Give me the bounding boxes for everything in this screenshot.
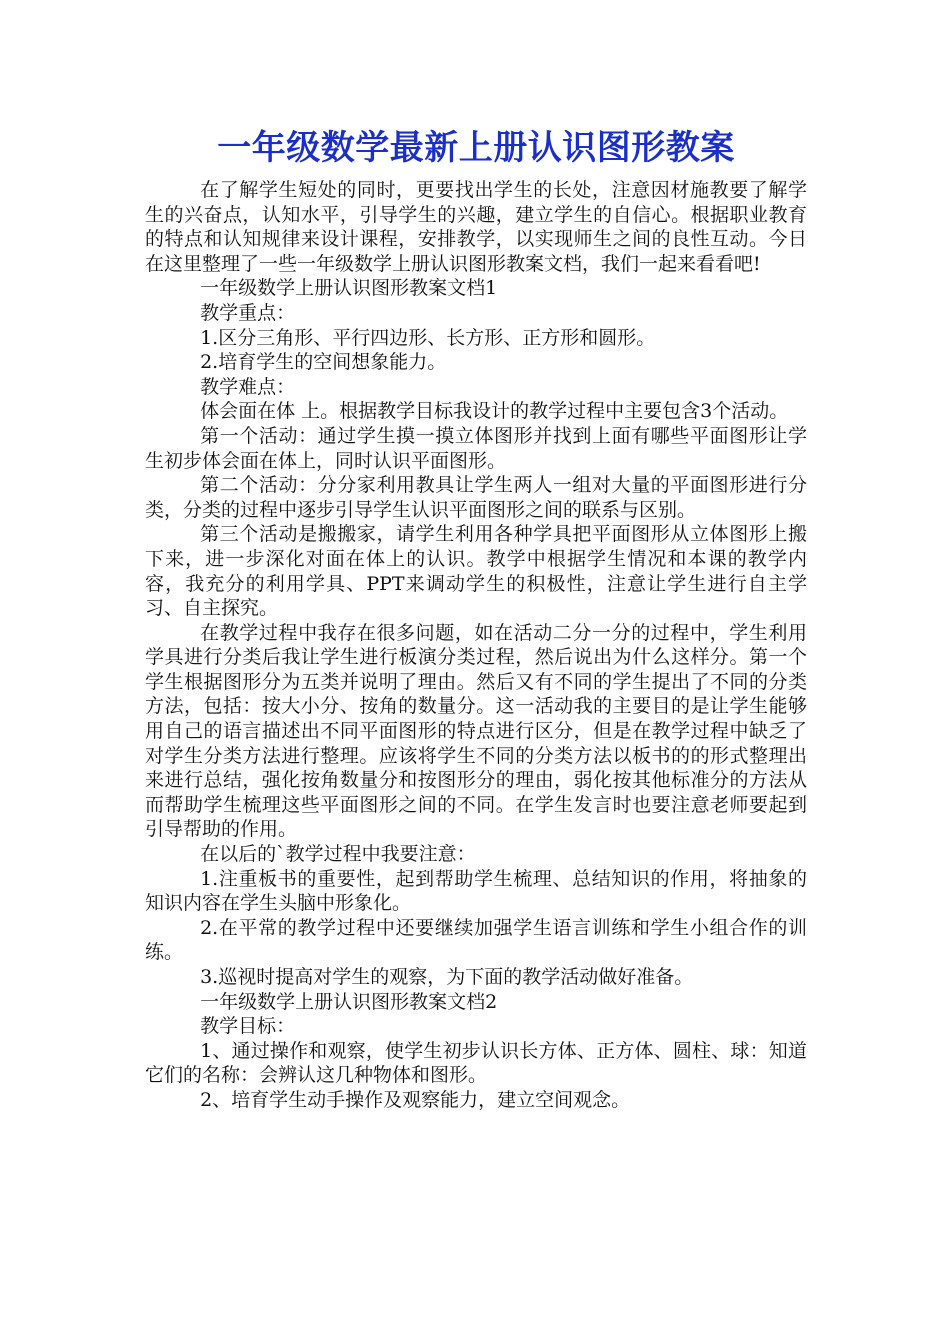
difficulty-paragraph: 体会面在体 上。根据教学目标我设计的教学过程中主要包含3个活动。 bbox=[200, 400, 789, 423]
future-notes-heading: 在以后的`教学过程中我要注意： bbox=[200, 843, 476, 866]
section-heading-doc1: 一年级数学上册认识图形教案文档1 bbox=[200, 277, 498, 300]
focus-item-1: 1.区分三角形、平行四边形、长方形、正方形和圆形。 bbox=[200, 326, 656, 349]
teaching-difficulty-heading: 教学难点： bbox=[200, 375, 296, 398]
section-heading-doc2: 一年级数学上册认识图形教案文档2 bbox=[200, 990, 498, 1013]
activity-2-paragraph: 第二个活动：分分家利用教具让学生两人一组对大量的平面图形进行分类，分类的过程中逐步引导学生认识平面图形之间的联系与区别。 bbox=[145, 474, 807, 521]
document-page bbox=[145, 120, 807, 1113]
goal-item-2: 2、培育学生动手操作及观察能力，建立空间观念。 bbox=[200, 1088, 631, 1111]
intro-paragraph: 在了解学生短处的同时，更要找出学生的长处，注意因材施教要了解学生的兴奋点，认知水平，引导学生的兴趣，建立学生的自信心。根据职业教育的特点和认知规律来设计课程，安排教学，以实现师生之间的良性互动。今日在这里整理了一些一年级数学上册认识图形教案文档，我们一起来看看吧! bbox=[145, 179, 807, 275]
teaching-goals-heading: 教学目标： bbox=[200, 1015, 296, 1038]
teaching-focus-heading: 教学重点： bbox=[200, 301, 296, 324]
reflection-paragraph: 在教学过程中我存在很多问题，如在活动二分一分的过程中，学生利用学具进行分类后我让学生进行板演分类过程，然后说出为什么这样分。第一个学生根据图形分为五类并说明了理由。然后又有不同的学生提出了不同的分类方法，包括：按大小分、按角的数量分。这一活动我的主要目的是让学生能够用自己的语言描述出不同平面图形的特点进行区分，但是在教学过程中缺乏了对学生分类方法进行整理。应该将学生不同的分类方法以板书的的形式整理出来进行总结，强化按角数量分和按图形分的理由，弱化按其他标准分的方法从而帮助学生梳理这些平面图形之间的不同。在学生发言时也要注意老师要起到引导帮助的作用。 bbox=[145, 621, 807, 841]
activity-3-paragraph: 第三个活动是搬搬家，请学生利用各种学具把平面图形从立体图形上搬下来，进一步深化对面在体上的认识。教学中根据学生情况和本课的教学内容，我充分的利用学具、PPT来调动学生的积极性，注意让学生进行自主学习、自主探究。 bbox=[145, 523, 807, 620]
document-title: 一年级数学最新上册认识图形教案 bbox=[217, 128, 735, 168]
focus-item-2: 2.培育学生的空间想象能力。 bbox=[200, 351, 447, 374]
goal-item-1: 1、通过操作和观察，使学生初步认识长方体、正方体、圆柱、球：知道它们的名称：会辨认这几种物体和图形。 bbox=[145, 1039, 807, 1087]
note-item-2: 2.在平常的教学过程中还要继续加强学生语言训练和学生小组合作的训练。 bbox=[145, 916, 807, 964]
activity-1-paragraph: 第一个活动：通过学生摸一摸立体图形并找到上面有哪些平面图形让学生初步体会面在体上，同时认识平面图形。 bbox=[145, 424, 807, 472]
note-item-1: 1.注重板书的重要性，起到帮助学生梳理、总结知识的作用，将抽象的知识内容在学生头脑中形象化。 bbox=[145, 867, 807, 915]
note-item-3: 3.巡视时提高对学生的观察，为下面的教学活动做好准备。 bbox=[200, 966, 694, 988]
